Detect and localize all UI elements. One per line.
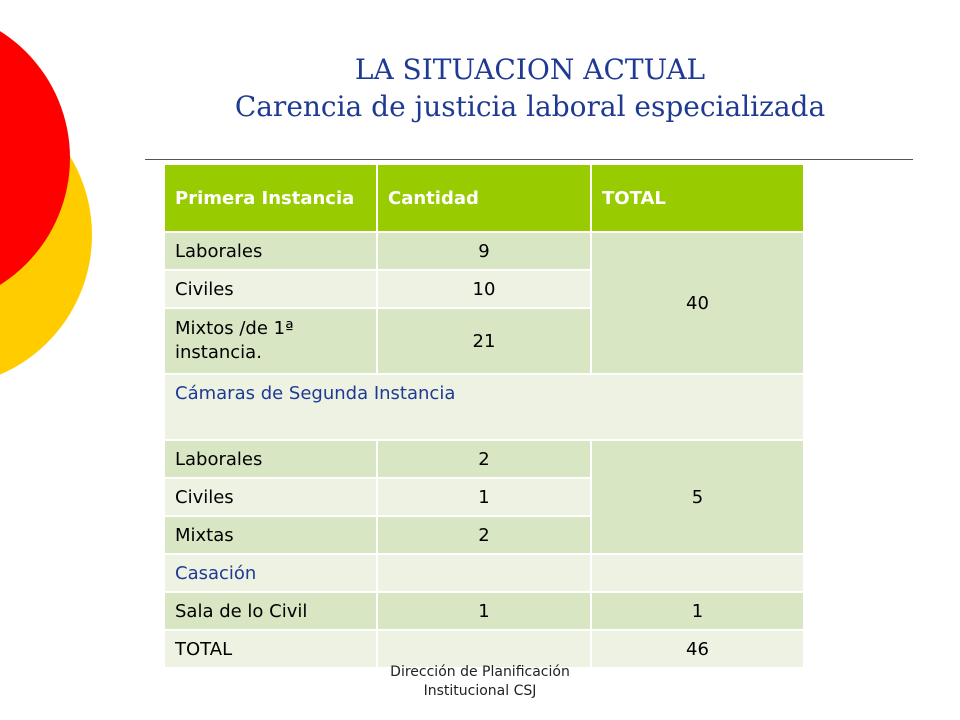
header-total: TOTAL <box>591 164 804 232</box>
section-row-casacion <box>164 554 804 592</box>
courts-table <box>163 163 805 669</box>
row-label: Mixtos /de 1ª instancia. <box>164 308 377 374</box>
row-total: 1 <box>591 592 804 630</box>
empty-cell <box>591 554 804 592</box>
section-row-segunda-instancia <box>164 374 804 440</box>
header-primera-instancia: Primera Instancia <box>164 164 377 232</box>
row-label: Civiles <box>164 270 377 308</box>
second-instance-total: 5 <box>591 440 804 554</box>
section-heading: Cámaras de Segunda Instancia <box>164 374 804 440</box>
table-row <box>164 440 804 478</box>
grand-total-value: 46 <box>591 630 804 668</box>
empty-cell <box>377 554 591 592</box>
slide-title: LA SITUACION ACTUAL <box>354 53 706 86</box>
first-instance-total: 40 <box>591 232 804 374</box>
row-value: 9 <box>377 232 591 270</box>
row-value: 10 <box>377 270 591 308</box>
row-label: Laborales <box>164 232 377 270</box>
row-value: 2 <box>377 440 591 478</box>
row-value: 2 <box>377 516 591 554</box>
row-label: Laborales <box>164 440 377 478</box>
row-label: Civiles <box>164 478 377 516</box>
title-divider <box>145 159 913 160</box>
footer-line: Dirección de Planificación <box>390 664 570 680</box>
footer-line: Institucional CSJ <box>423 683 537 699</box>
slide-subtitle: Carencia de justicia laboral especializada <box>234 90 826 123</box>
section-heading: Casación <box>164 554 377 592</box>
table-header-row <box>164 164 804 232</box>
grand-total-label: TOTAL <box>164 630 377 668</box>
row-label: Sala de lo Civil <box>164 592 377 630</box>
decorative-circles <box>0 0 100 400</box>
table-row <box>164 232 804 270</box>
row-value: 1 <box>377 592 591 630</box>
footer-credit <box>360 663 600 701</box>
row-value: 1 <box>377 478 591 516</box>
row-value: 21 <box>377 308 591 374</box>
row-label: Mixtas <box>164 516 377 554</box>
header-cantidad: Cantidad <box>377 164 591 232</box>
table-row <box>164 592 804 630</box>
